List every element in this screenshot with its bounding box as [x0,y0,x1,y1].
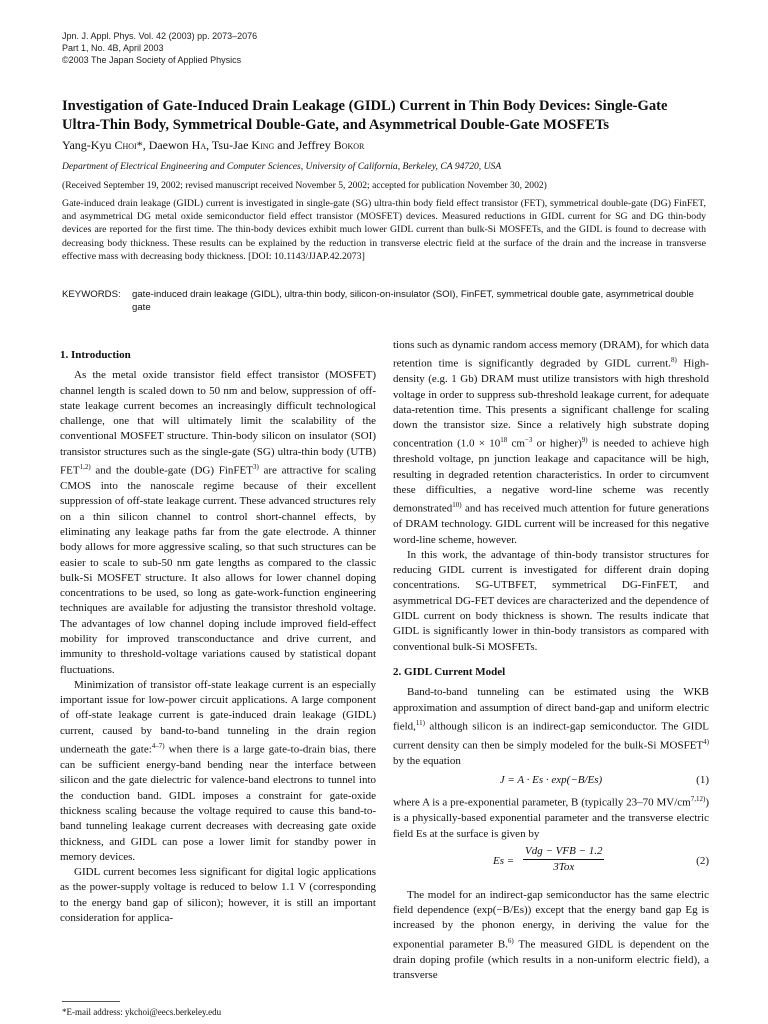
equation-body: J = A · Es · exp(−B/Es) [499,774,603,786]
paragraph: tions such as dynamic random access memory (DRAM), for which data retention time is significantly degraded by GIDL current.$^{8)}$ High-density (e.g. 1 Gb) DRAM must utilize transistors with high threshold voltage in order to suppress sub-threshold leakage current, for adequate data-retention time. This presents a significant challenge for scaling down the transistor size. Since a relatively high substrate doping concentration ($1.0 \times 10^{18}$ $cm^{-3}$ or higher)$^{9)}$ is needed to achieve high threshold voltage, pn junction leakage and capacitance will be high, resulting in degraded retention characteristics. In order to circumvent these difficulties, a negative word-line scheme was recently demonstrated$^{10)}$ and has received much attention for future generations of DRAM technology. GIDL current will be increased for this negative word-line scheme, however. [393,339,709,546]
section-2-heading: 2. GIDL Current Model [393,665,506,678]
denominator: 3Tox [553,861,575,874]
author-first: Yang-Kyu [62,138,115,152]
paragraph: Band-to-band tunneling can be estimated using the WKB approximation and assumption of direct band-gap and uniform electric field,$^{11)}$ although silicon is an indirect-gap semiconductor. The GIDL current density can then be simply modeled for the bulk-Si MOSFET$^{4)}$ by the equation [393,686,709,767]
paragraph: In this work, the advantage of thin-body transistor structures for reducing GIDL current is investigated for different drain doping concentrations. SG-UTBFET, symmetrical DG-FinFET, and asymmetrical DG-FET devices are characterized and the dependence of GIDL current on body thickness is shown. The results indicate that GIDL is significantly lower in thin-body transistors as compared with conventional bulk-Si MOSFETs. [393,548,709,653]
citation: 1,2) [79,463,91,472]
paper-title [62,97,712,135]
received-dates: (Received September 19, 2002; revised manuscript received November 5, 2002; accepted for publication November 30, 2002) [62,180,547,191]
equation-1 [393,773,709,788]
paragraph: The model for an indirect-gap semiconductor has the same electric field dependence (exp(−B/Es)) except that the energy band gap Eg is increased by the phonon energy, in deriving the value for the exponential parameter B.$^{6)}$ The measured GIDL is dependent on the drain doping profile (which results in a non-uniform electric field), a transverse [393,888,709,981]
citation: 11) [415,718,425,727]
equation-2 [393,844,709,882]
equation-lhs: Es = [493,854,515,867]
citation: 6) [507,936,514,945]
paragraph: Minimization of transistor off-state leakage current is an especially important issue for low-power circuit applications. A large component of off-state leakage current is gate-induced drain leakage (GIDL) current, caused by band-to-band tunneling in the drain region underneath the gate:$^{4-7)}$ when there is a large gate-to-drain bias, there can be sufficient energy-band bending near the interface between silicon and the gate dielectric for valence-band electrons to tunnel into the conduction band. GIDL imposes a constraint for gate-oxide thickness scaling because the voltage required to cause this band-to-band tunneling leakage current decreases with decreasing gate oxide thickness, and GIDL can pose a lower limit for standby power in memory devices. [60,678,376,863]
paragraph: where A is a pre-exponential parameter, B (typically 23–70 MV/cm$^{7,12)}$) is a physically-based exponential parameter and the transverse electric field Es at the surface is given by [393,795,709,840]
footnote: *E-mail address: ykchoi@eecs.berkeley.edu [62,1007,222,1017]
keywords-text: gate-induced drain leakage (GIDL), ultra-thin body, silicon-on-insulator (SOI), FinFET, symmetrical double gate, asymmetrical double gate [132,289,694,313]
title-line-1: Investigation of Gate-Induced Drain Leakage (GIDL) Current in Thin Body Devices: Single-Gate [62,98,668,114]
citation: 8) [670,356,677,365]
author-last: Bokor [333,138,365,152]
author-first: Daewon [148,138,192,152]
citation: 10) [452,501,462,510]
equation-fraction [523,844,604,876]
right-column [393,338,709,983]
numerator: Vdg − VFB − 1.2 [523,844,604,860]
paragraph: GIDL current becomes less significant for digital logic applications as the power-supply voltage is reduced to below 1.1 V (corresponding to the energy band gap of silicon); however, it is still an important consideration for applica- [60,866,376,924]
keywords [62,288,712,314]
section-1-heading: 1. Introduction [60,349,131,361]
author-last: Choi [114,138,137,152]
affiliation: Department of Electrical Engineering and Computer Sciences, University of California, Berkeley, CA 94720, USA [62,161,502,172]
citation: 7,12) [690,795,706,804]
author-first: Tsu-Jae [211,138,252,152]
author-last: Ha [191,138,207,152]
citation: 4–7) [151,742,165,751]
equation-number: (1) [696,774,709,786]
citation: 4) [703,737,709,746]
footnote-rule [62,1001,120,1002]
title-line-2: Ultra-Thin Body, Symmetrical Double-Gate, and Asymmetrical Double-Gate MOSFETs [62,117,610,133]
journal-issue: Part 1, No. 4B, April 2003 [62,43,164,53]
journal-header [62,30,257,66]
citation: 9) [581,436,588,445]
citation: 3) [252,463,259,472]
paragraph: As the metal oxide transistor field effect transistor (MOSFET) channel length is scaled down to 50 nm and below, suppression of off-state leakage current becomes an increasingly difficult technological challenge, one that will ultimately limit the scalability of the conventional MOSFET structure. Thin-body silicon on insulator (SOI) transistor structures such as the single-gate (SG) ultra-thin body (UTB) FET$^{1,2)}$ and the double-gate (DG) FinFET$^{3)}$ are attractive for scaling CMOS into the nanoscale regime because of their excellent suppression of off-state leakage current. These advanced structures rely on a thin silicon channel to control short-channel effects, by eliminating any leakage paths far from the gate electrode. A thinner body allows for more aggressive scaling, so that such structures can be easier to scale to sub-50 nm gate lengths as compared to the classic bulk-Si MOSFET structure. It also allows for lower channel doping concentrations to be used, so long as gate-work-function engineering techniques are available for adjusting the transistor threshold voltage. The advantages of low channel doping include improved field-effect mobility for improved transconductance and drive current, and immunity to threshold-voltage variations caused by statistical dopant fluctuations. [60,369,376,676]
author-list: Yang-Kyu Choi*, Daewon Ha, Tsu-Jae King and Jeffrey Bokor [62,138,365,152]
journal-citation: Jpn. J. Appl. Phys. Vol. 42 (2003) pp. 2073–2076 [62,31,258,41]
keywords-label: KEYWORDS: [62,289,121,300]
author-last: King [251,138,275,152]
left-column [60,338,376,926]
copyright: ©2003 The Japan Society of Applied Physics [62,55,242,65]
equation-number: (2) [696,854,709,867]
abstract: Gate-induced drain leakage (GIDL) current is investigated in single-gate (SG) ultra-thin body field effect transistor (FET), symmetrical double-gate (DG) FinFET, and asymmetrical DG metal oxide semiconductor field effect transistor (MOSFET) devices. Measured reductions in GIDL current for SG and DG thin-body devices are reported for the first time. The thin-body devices exhibit much lower GIDL current than bulk-Si MOSFETs, and the GIDL is found to decrease with decreasing body thickness. These results can be explained by the reduction in transverse electric field at the surface of the drain and the increase in transverse effective mass with decreasing body thickness. [DOI: 10.1143/JJAP.42.2073] [62,198,706,262]
author-first: Jeffrey [297,138,334,152]
